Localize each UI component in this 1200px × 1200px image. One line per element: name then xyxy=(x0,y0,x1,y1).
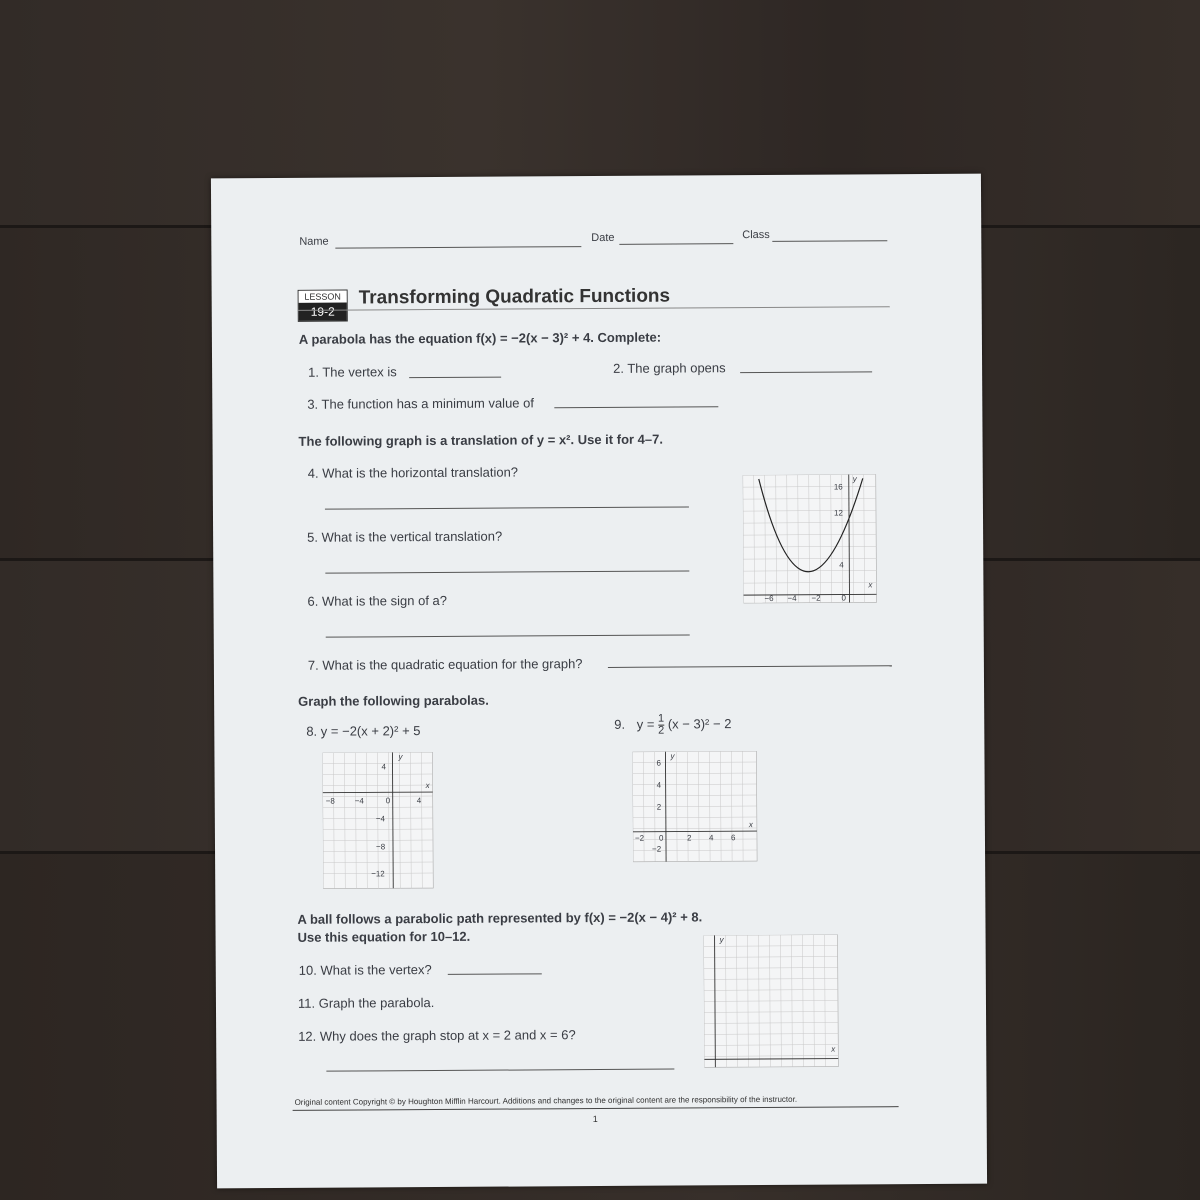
grid9-xtick-4: 4 xyxy=(708,833,714,843)
lesson-badge xyxy=(298,290,348,322)
answer-line-3[interactable] xyxy=(554,406,718,408)
section3-intro: Graph the following parabolas. xyxy=(298,692,489,709)
grid8-x-label: x xyxy=(425,781,430,791)
date-label: Date xyxy=(591,231,615,245)
question-9-number: 9. xyxy=(614,716,626,732)
answer-line-2[interactable] xyxy=(740,371,872,373)
grid9-ytick-1: 6 xyxy=(656,758,661,768)
section4-intro-line1: A ball follows a parabolic path represented by f(x) = −2(x − 4)² + 8. xyxy=(297,909,703,927)
translation-graph-ytick-1: 16 xyxy=(833,482,843,492)
answer-line-5[interactable] xyxy=(325,570,689,573)
question-8: 8. y = −2(x + 2)² + 5 xyxy=(306,723,421,739)
translation-graph-xtick-4: 0 xyxy=(841,593,846,603)
grid9-x-label: x xyxy=(748,820,753,830)
graph-grid-11[interactable] xyxy=(704,935,841,1070)
section4-intro-line2: Use this equation for 10–12. xyxy=(297,928,471,945)
grid8-ytick-3: −8 xyxy=(375,842,386,852)
question-1: 1. The vertex is xyxy=(308,364,397,380)
date-line xyxy=(619,243,733,245)
name-line xyxy=(335,246,581,249)
grid8-ytick-4: −12 xyxy=(371,869,385,879)
question-12: 12. Why does the graph stop at x = 2 and x = 6? xyxy=(298,1027,576,1044)
answer-line-12[interactable] xyxy=(326,1069,674,1072)
question-11: 11. Graph the parabola. xyxy=(297,995,435,1011)
section1-intro: A parabola has the equation f(x) = −2(x − 3)² + 4. Complete: xyxy=(298,329,662,347)
translation-graph-ytick-2: 12 xyxy=(833,508,843,518)
question-9-fraction xyxy=(658,714,664,737)
grid8-xtick-4: 4 xyxy=(416,796,422,806)
translation-graph-xtick-3: −2 xyxy=(811,593,821,603)
question-10: 10. What is the vertex? xyxy=(298,962,432,978)
footer-rule xyxy=(293,1106,899,1111)
grid9-y-label: y xyxy=(670,751,675,761)
grid8-ytick-1: 4 xyxy=(381,762,387,772)
grid9-ytick-2: 4 xyxy=(656,780,662,790)
grid11-x-label: x xyxy=(831,1044,836,1054)
question-9-numerator: 1 xyxy=(658,712,665,725)
answer-line-1[interactable] xyxy=(409,377,501,379)
worksheet-page xyxy=(211,174,987,1189)
translation-graph-xtick-2: −4 xyxy=(787,593,797,603)
grid9-ytick-4: −2 xyxy=(652,844,662,854)
class-line xyxy=(772,240,887,242)
translation-graph-x-label: x xyxy=(868,580,873,590)
answer-line-4[interactable] xyxy=(325,506,689,509)
lesson-title: Transforming Quadratic Functions xyxy=(358,285,671,309)
grid8-xtick-3: 0 xyxy=(385,796,391,806)
page-number: 1 xyxy=(592,1114,598,1125)
grid9-xtick-2: 0 xyxy=(658,833,664,843)
question-3: 3. The function has a minimum value of xyxy=(307,395,535,412)
translation-graph-y-label: y xyxy=(852,474,857,484)
question-4: 4. What is the horizontal translation? xyxy=(307,464,519,481)
answer-line-7[interactable] xyxy=(608,665,892,668)
grid8-xtick-2: −4 xyxy=(354,796,364,806)
question-9-denominator: 2 xyxy=(658,724,665,737)
grid9-xtick-1: −2 xyxy=(634,833,645,843)
question-2: 2. The graph opens xyxy=(613,360,726,376)
lesson-number: 19-2 xyxy=(299,303,347,321)
name-label: Name xyxy=(299,235,329,248)
question-6: 6. What is the sign of a? xyxy=(307,592,448,609)
class-label: Class xyxy=(742,228,770,242)
grid8-ytick-2: −4 xyxy=(375,814,385,824)
grid9-xtick-3: 2 xyxy=(686,833,692,843)
question-7: 7. What is the quadratic equation for the graph? xyxy=(307,656,583,673)
question-5: 5. What is the vertical translation? xyxy=(307,528,503,545)
translation-graph xyxy=(743,474,879,605)
grid9-xtick-5: 6 xyxy=(730,833,736,843)
question-9 xyxy=(614,713,731,737)
translation-graph-ytick-3: 4 xyxy=(839,560,844,570)
grid11-y-label: y xyxy=(719,935,724,945)
lesson-tag: LESSON xyxy=(299,291,347,303)
question-9-y: y = xyxy=(636,716,655,732)
translation-graph-xtick-1: −6 xyxy=(764,593,774,603)
copyright-footer: Original content Copyright © by Houghton Mifflin Harcourt. Additions and changes to the original content are the responsibility of the instructor. xyxy=(294,1094,798,1107)
question-9-rest: (x − 3)² − 2 xyxy=(667,716,732,732)
section2-intro: The following graph is a translation of y = x². Use it for 4–7. xyxy=(298,431,664,449)
answer-line-10[interactable] xyxy=(448,973,542,975)
grid8-xtick-1: −8 xyxy=(325,796,335,806)
grid8-y-label: y xyxy=(398,752,403,762)
grid9-ytick-3: 2 xyxy=(656,802,662,812)
answer-line-6[interactable] xyxy=(326,634,690,637)
